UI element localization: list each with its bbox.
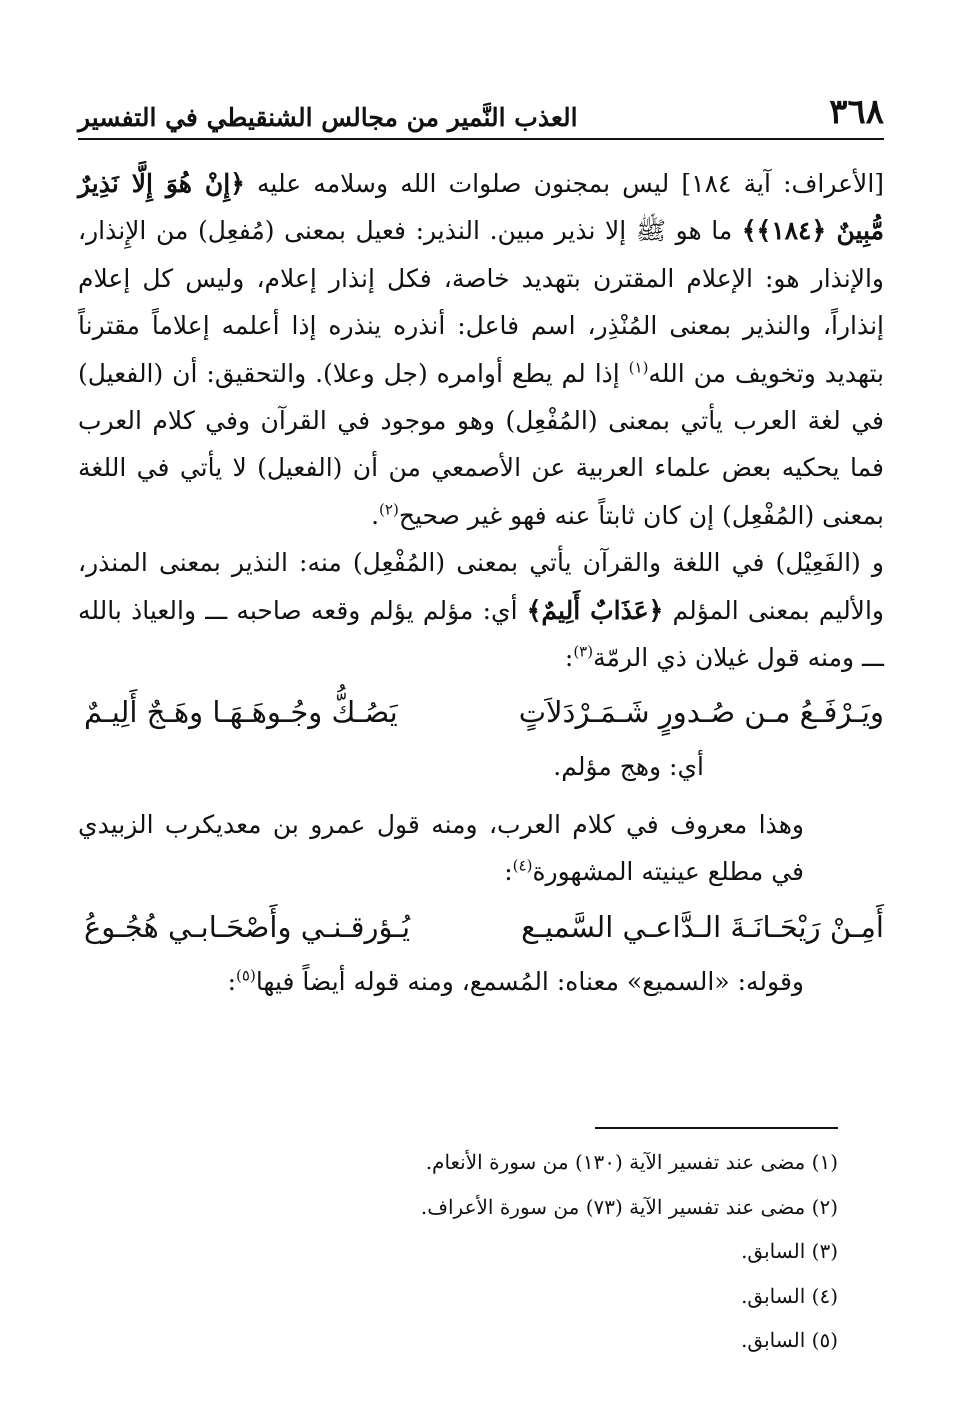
running-title: العذب النَّمير من مجالس الشنقيطي في التفسير xyxy=(78,103,578,132)
footnotes xyxy=(300,1140,838,1363)
text-run: وهذا معروف في كلام العرب، ومنه قول عمرو بن معديكرب الزبيدي في مطلع عينيته المشهورة xyxy=(78,809,804,887)
poetry-verse xyxy=(78,896,884,958)
footnote-ref: (٣) xyxy=(573,642,594,661)
footnote-ref: (١) xyxy=(628,358,649,377)
footnote-divider xyxy=(595,1127,838,1129)
footnote-ref: (٤) xyxy=(512,856,533,875)
text-run: . xyxy=(371,500,380,530)
footnote: (١) مضى عند تفسير الآية (١٣٠) من سورة الأنعام. xyxy=(425,1150,838,1174)
verse-hemistich: ويَـرْفَـعُ مـن صُـدورٍ شَـمَـرْدَلاَتٍ xyxy=(518,695,884,730)
text-run: : xyxy=(564,643,574,673)
page-number: ٣٦٨ xyxy=(829,92,884,132)
text-run: : xyxy=(504,857,513,887)
paragraph xyxy=(78,539,884,681)
main-text xyxy=(78,160,884,1005)
text-run: [الأعراف: آية ١٨٤] ليس بمجنون صلوات الله وسلامه عليه xyxy=(244,169,885,198)
verse-gloss: أي: وهج مؤلم. xyxy=(553,752,704,782)
footnote: (٣) السابق. xyxy=(741,1239,838,1263)
text-run: وقوله: «السميع» معناه: المُسمع، ومنه قوله أيضاً فيها xyxy=(255,966,804,996)
verse-hemistich: يُـؤرقـنـي وأَصْحَـابـي هُجُـوعُ xyxy=(84,909,411,944)
footnote: (٥) السابق. xyxy=(741,1328,838,1352)
page-header xyxy=(78,78,884,140)
text-run: و (الفَعِيْل) في اللغة والقرآن يأتي بمعنى (المُفْعِل) منه: النذير بمعنى المنذر، والأليم بمعنى المؤلم xyxy=(78,548,884,625)
poetry-verse xyxy=(78,681,884,743)
text-run: إذا لم يطع أوامره (جل وعلا). والتحقيق: أن (الفعيل) في لغة العرب يأتي بمعنى (المُفْعِل) وهو موجود في القرآن وفي كلام العرب فما يحكيه بعض علماء العربية عن الأصمعي من أن (الفعيل) لا يأتي في اللغة بمعنى (المُفْعِل) إن كان ثابتاً عنه فهو غير صحيح xyxy=(78,358,884,530)
footnote-ref: (٥) xyxy=(236,966,256,985)
quran-verse: ﴿عَذَابٌ أَلِيمٌ﴾ xyxy=(526,595,664,625)
footnote-ref: (٢) xyxy=(379,500,399,519)
text-run: ما هو ﷺ إلا نذير مبين. النذير: فعيل بمعنى (مُفعِل) من الإِنذار، والإنذار هو: الإعلام المقترن بتهديد خاصة، فكل إنذار إعلام، وليس كل إعلام إنذاراً، والنذير بمعنى المُنْذِر، اسم فاعل: أنذره ينذره إذا أعلمه إعلاماً مقترناً بتهديد وتخويف من الله xyxy=(78,216,884,388)
quran-verse: ﴿إِنْ هُوَ إِلَّا نَذِيرٌ مُّبِينٌ ﴿١٨٤﴾﴾ xyxy=(78,169,884,246)
verse-hemistich: أَمِـنْ رَيْحَـانَـةَ الـدَّاعـي السَّميـع xyxy=(521,909,884,944)
spacer xyxy=(78,791,884,801)
verse-hemistich: يَصُـكُّ وجُـوهَـهَـا وهَـجٌ أَلِيـمٌ xyxy=(84,695,398,730)
text-run: أي: مؤلم يؤلم وقعه صاحبه ـــ والعياذ بالله ـــ ومنه قول غيلان ذي الرمّة xyxy=(78,595,884,673)
text-run: : xyxy=(227,966,237,996)
paragraph xyxy=(78,160,884,539)
footnote: (٢) مضى عند تفسير الآية (٧٣) من سورة الأعراف. xyxy=(420,1194,838,1219)
paragraph xyxy=(78,801,884,896)
footnote: (٤) السابق. xyxy=(741,1283,838,1308)
paragraph xyxy=(78,958,884,1005)
